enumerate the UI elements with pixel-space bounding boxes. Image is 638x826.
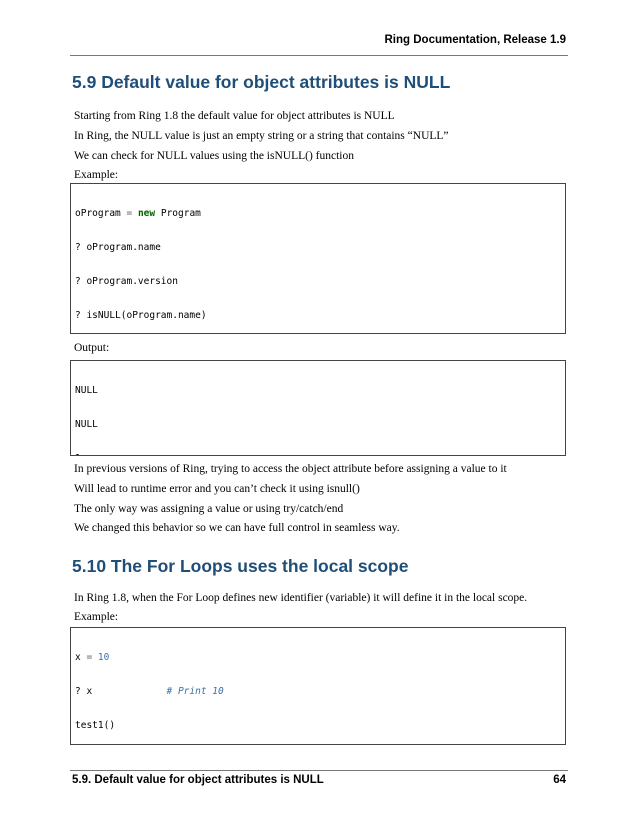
code-block-example-1 (70, 183, 566, 334)
header-divider (70, 55, 568, 56)
code-line: oProgram = new Program (75, 207, 201, 219)
code-line: x = 10 (75, 651, 110, 663)
paragraph: In Ring, the NULL value is just an empty string or a string that contains “NULL” (74, 130, 449, 142)
paragraph: Will lead to runtime error and you can’t check it using isnull() (74, 483, 360, 495)
code-line: ? isNULL(oProgram.name) (75, 310, 207, 322)
output-line (75, 453, 565, 456)
paragraph: In previous versions of Ring, trying to access the object attribute before assigning a value to it (74, 463, 507, 475)
footer-divider (70, 770, 568, 771)
paragraph: The only way was assigning a value or using try/catch/end (74, 503, 344, 515)
code-line: ? oProgram.version (75, 276, 178, 288)
output-line: NULL (75, 384, 98, 396)
paragraph: We can check for NULL values using the isNULL() function (74, 150, 354, 162)
paragraph-output-label: Output: (74, 342, 110, 354)
section-heading-5-9: 5.9 Default value for object attributes is NULL (72, 72, 451, 92)
code-line: ? x # Print 10 (75, 686, 224, 698)
code-block-example-2 (70, 627, 566, 745)
section-heading-5-10: 5.10 The For Loops uses the local scope (72, 556, 409, 576)
code-line: ? oProgram.name (75, 242, 161, 254)
paragraph: We changed this behavior so we can have full control in seamless way. (74, 522, 400, 534)
paragraph: In Ring 1.8, when the For Loop defines new identifier (variable) it will define it in the local scope. (74, 592, 528, 604)
paragraph-example-label: Example: (74, 611, 119, 623)
paragraph-example-label: Example: (74, 169, 119, 181)
page-number: 64 (553, 774, 566, 786)
paragraph: Starting from Ring 1.8 the default value for object attributes is NULL (74, 110, 395, 122)
footer-section-title: 5.9. Default value for object attributes is NULL (72, 774, 324, 786)
running-footer (72, 774, 566, 786)
code-block-output (70, 360, 566, 456)
output-line: NULL (75, 419, 98, 431)
code-line: test1() (75, 720, 116, 732)
running-header: Ring Documentation, Release 1.9 (384, 34, 566, 46)
